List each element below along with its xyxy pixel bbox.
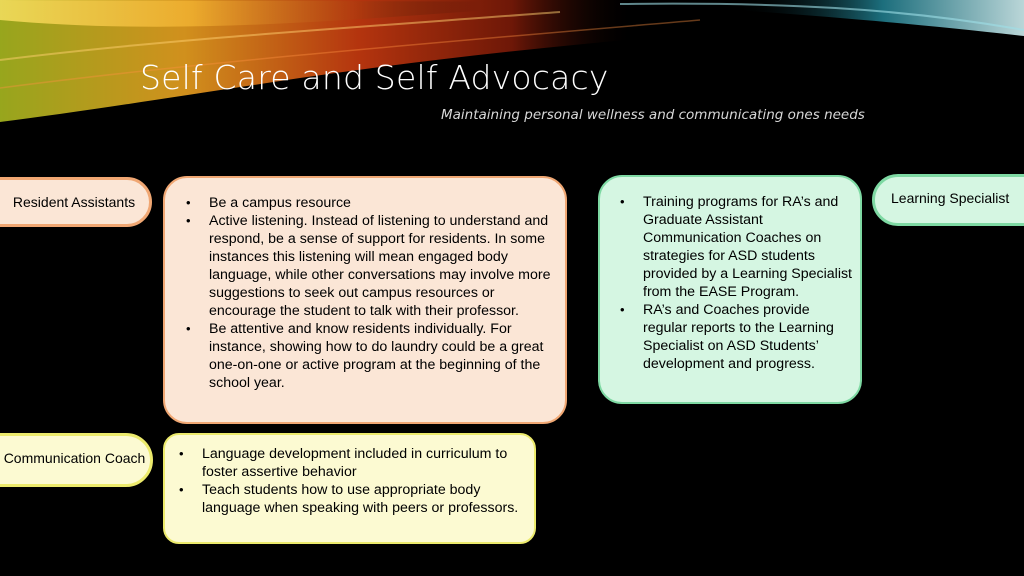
slide-title: Self Care and Self Advocacy — [140, 58, 609, 97]
learning-specialist-label — [872, 174, 1024, 226]
ra-bullet-2: • Active listening. Instead of listening to understand and respond, be a sense of support for residents. In some instances this listening will mean engaged body language, while other conversations may involve more suggestions to seek out campus resources or encourage the student to talk with their professor. — [186, 212, 551, 320]
slide-subtitle: Maintaining personal wellness and communicating ones needs — [441, 107, 865, 123]
cc-bullet-2: • Teach students how to use appropriate body language when speaking with peers or professors. — [179, 481, 526, 517]
resident-assistants-box — [163, 176, 567, 424]
ls-bullet-1: • Training programs for RA’s and Graduate Assistant Communication Coaches on strategies for ASD students provided by a Learning Specialist from the EASE Program. — [620, 193, 852, 301]
ls-bullet-2: • RA’s and Coaches provide regular reports to the Learning Specialist on ASD Students’ development and progress. — [620, 301, 852, 373]
communication-coach-box — [163, 433, 536, 544]
learning-specialist-box — [598, 175, 862, 404]
communication-coach-label — [0, 433, 153, 487]
communication-coach-label-text: Communication Coach — [3, 450, 146, 466]
learning-specialist-label-text: Learning Specialist — [891, 190, 1010, 206]
resident-assistants-label — [0, 177, 152, 227]
cc-bullet-1: • Language development included in curriculum to foster assertive behavior — [179, 445, 526, 481]
ra-bullet-3: • Be attentive and know residents individually. For instance, showing how to do laundry could be a great one-on-one or active program at the beginning of the school year. — [186, 320, 551, 392]
resident-assistants-label-text: Resident Assistants — [12, 194, 136, 210]
ra-bullet-1: • Be a campus resource — [186, 194, 551, 212]
